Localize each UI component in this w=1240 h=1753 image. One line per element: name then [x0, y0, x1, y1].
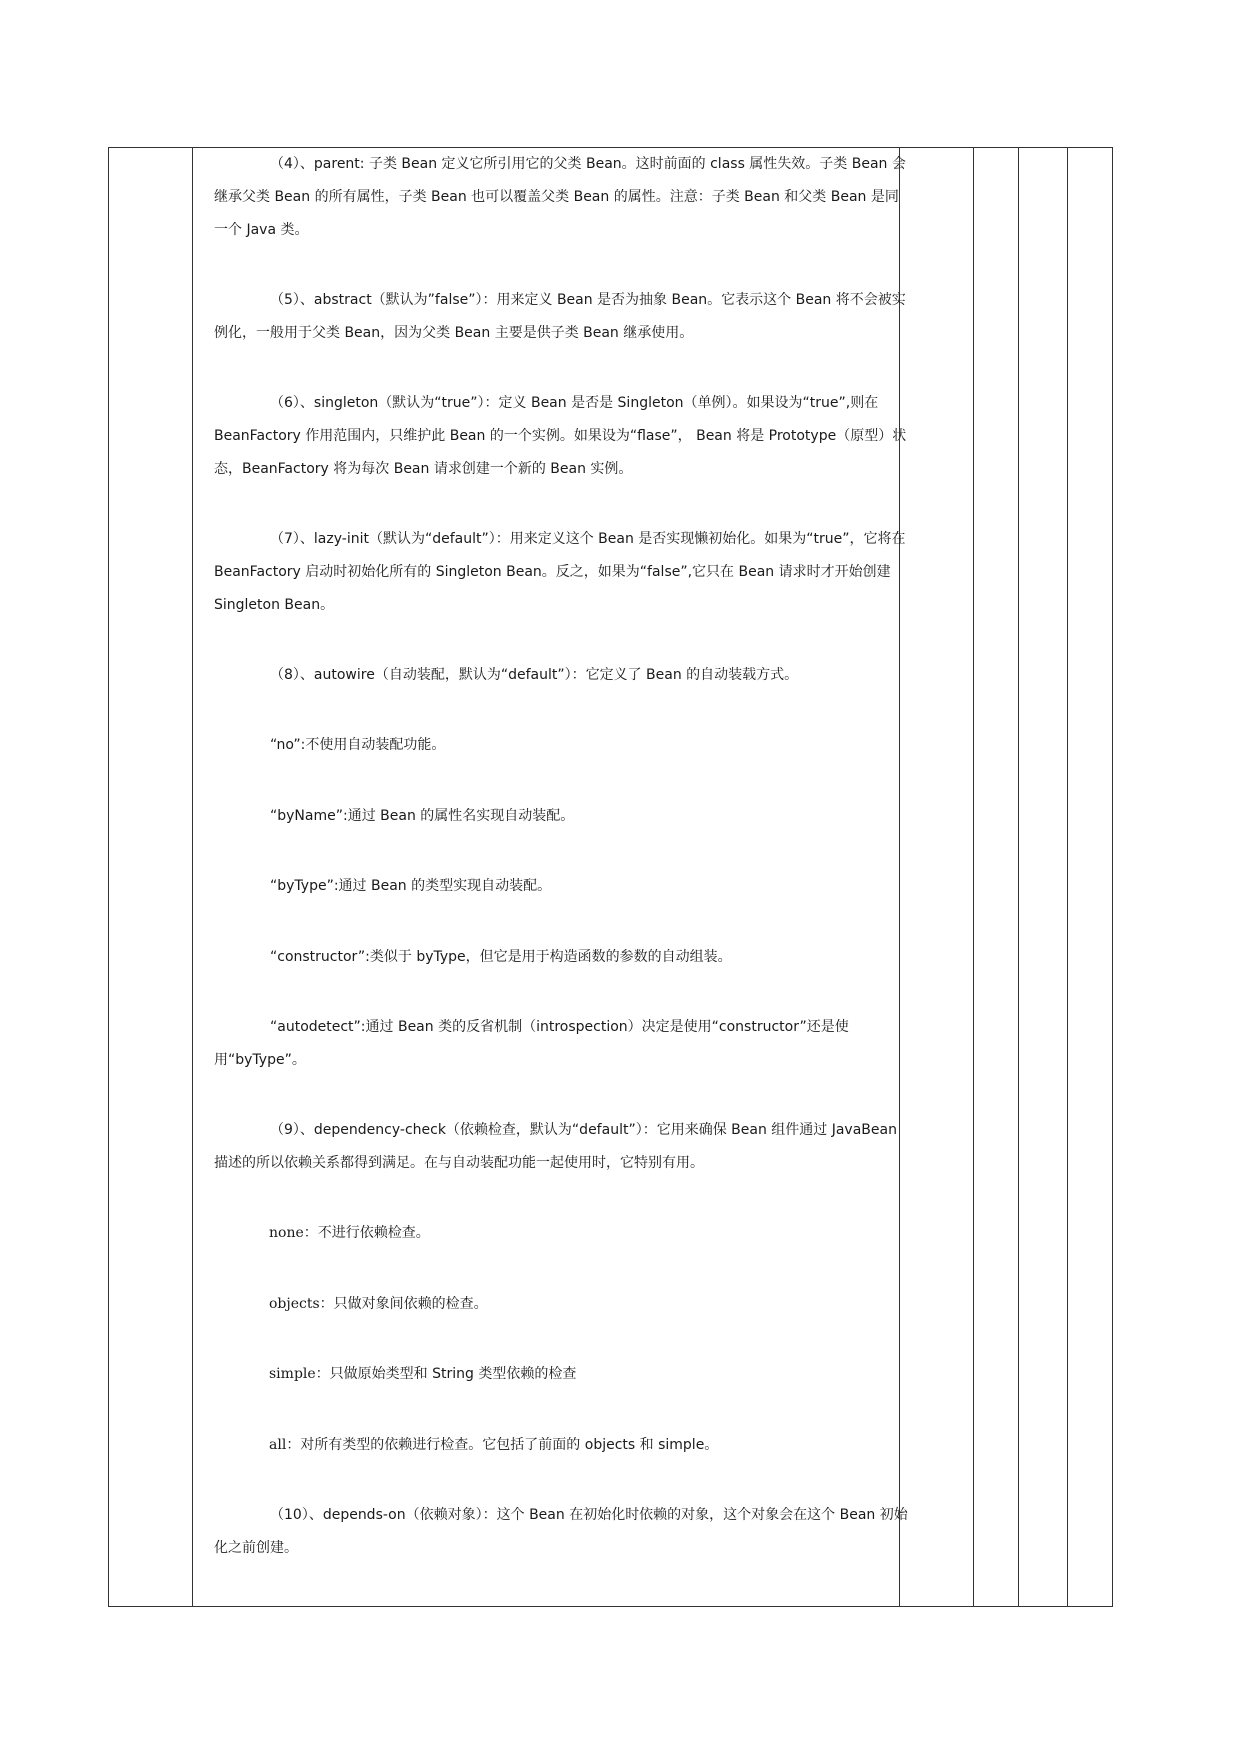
dependency-simple: [269, 1358, 908, 1391]
dependency-desc: ：只做对象间依赖的检查。: [319, 1296, 488, 1312]
dependency-key: all: [269, 1437, 287, 1453]
dependency-desc: ：不进行依赖检查。: [303, 1225, 430, 1241]
paragraph-autowire: （8）、autowire（自动装配，默认为“default”）：它定义了 Bean 的自动装载方式。: [270, 667, 799, 683]
paragraph-parent: （4）、parent: 子类 Bean 定义它所引用它的父类 Bean。这时前面的 class 属性失效。子类 Bean 会继承父类 Bean 的所有属性，子类 Bean 也可以覆盖父类 Bean 的属性。注意：子类 Bean 和父类 Bean 是同一个 Java 类。: [214, 156, 906, 238]
paragraph-singleton: （6）、singleton（默认为“true”）：定义 Bean 是否是 Singleton（单例）。如果设为“true”,则在 BeanFactory 作用范围内，只维护此 Bean 的一个实例。如果设为“flase”， Bean 将是 Prototype（原型）状态，BeanFactory 将为每次 Bean 请求创建一个新的 Bean 实例。: [214, 395, 907, 477]
column-divider: [973, 148, 974, 1606]
paragraph-lazy-init: （7）、lazy-init（默认为“default”）：用来定义这个 Bean 是否实现懒初始化。如果为“true”，它将在 BeanFactory 启动时初始化所有的 Singleton Bean。反之，如果为“false”,它只在 Bean 请求时才开始创建 Singleton Bean。: [214, 531, 906, 613]
dependency-objects: [269, 1288, 908, 1321]
table-frame: [108, 147, 1113, 1607]
column-divider: [192, 148, 193, 1606]
dependency-key: objects: [269, 1296, 320, 1312]
dependency-none: [269, 1217, 908, 1250]
dependency-all: [269, 1429, 908, 1462]
column-divider: [1067, 148, 1068, 1606]
column-divider: [1018, 148, 1019, 1606]
autowire-bytype: “byType”:通过 Bean 的类型实现自动装配。: [270, 878, 552, 894]
autowire-no: “no”:不使用自动装配功能。: [270, 737, 446, 753]
dependency-desc: ：对所有类型的依赖进行检查。它包括了前面的 objects 和 simple。: [286, 1437, 719, 1453]
content-cell: [204, 148, 916, 1606]
dependency-key: none: [269, 1225, 304, 1241]
autowire-autodetect: “autodetect”:通过 Bean 类的反省机制（introspection）决定是使用“constructor”还是使用“byType”。: [214, 1019, 849, 1068]
dependency-key: simple: [269, 1366, 316, 1382]
autowire-byname: “byName”:通过 Bean 的属性名实现自动装配。: [270, 808, 575, 824]
autowire-constructor: “constructor”:类似于 byType，但它是用于构造函数的参数的自动组装。: [270, 949, 732, 965]
paragraph-abstract: （5）、abstract（默认为”false”）：用来定义 Bean 是否为抽象 Bean。它表示这个 Bean 将不会被实例化，一般用于父类 Bean，因为父类 Bean 主要是供子类 Bean 继承使用。: [214, 292, 906, 341]
paragraph-depends-on: （10）、depends-on（依赖对象）：这个 Bean 在初始化时依赖的对象，这个对象会在这个 Bean 初始化之前创建。: [214, 1507, 908, 1556]
dependency-desc: ：只做原始类型和 String 类型依赖的检查: [315, 1366, 577, 1382]
paragraph-dependency-check: （9）、dependency-check（依赖检查，默认为“default”）：它用来确保 Bean 组件通过 JavaBean 描述的所以依赖关系都得到满足。在与自动装配功能一起使用时，它特别有用。: [214, 1122, 897, 1171]
